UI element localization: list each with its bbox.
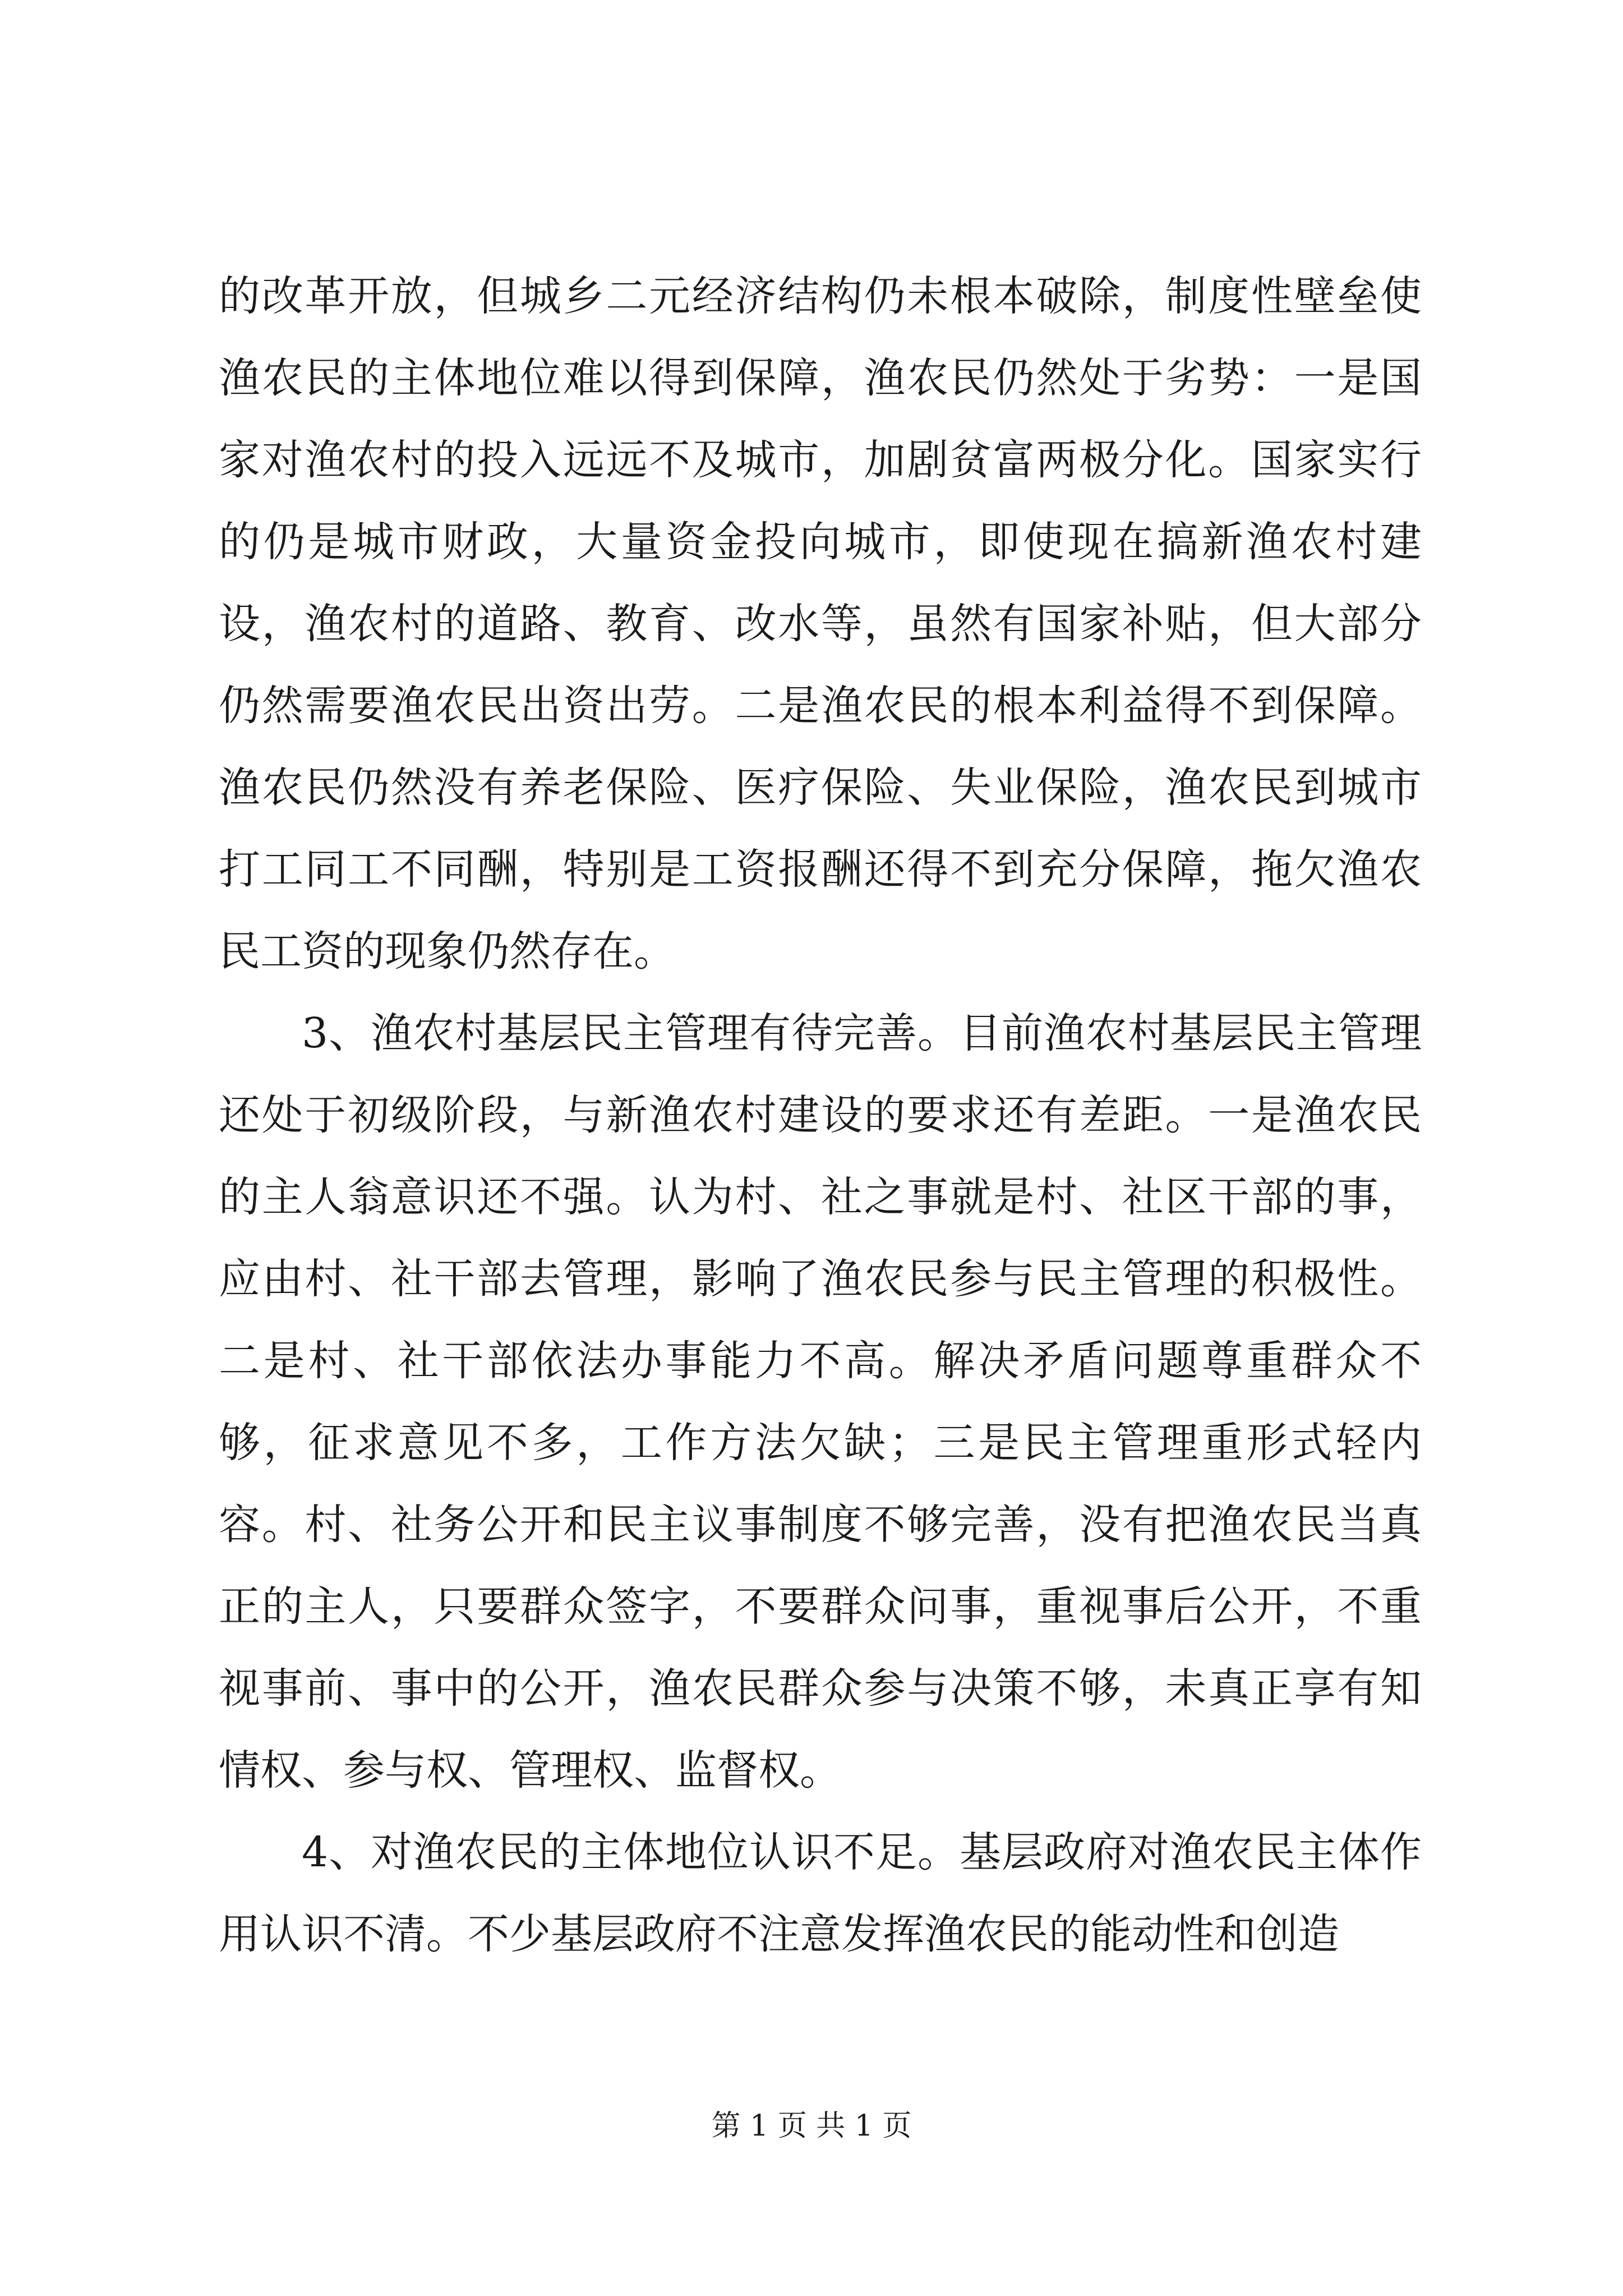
paragraph-continuation: 的改革开放，但城乡二元经济结构仍未根本破除，制度性壁垒使渔农民的主体地位难以得到保障，渔农民仍然处于劣势：一是国家对渔农村的投入远远不及城市，加剧贫富两极分化。国家实行的仍是城市财政，大量资金投向城市，即使现在搞新渔农村建设，渔农村的道路、教育、改水等，虽然有国家补贴，但大部分仍然需要渔农民出资出劳。二是渔农民的根本利益得不到保障。渔农民仍然没有养老保险、医疗保险、失业保险，渔农民到城市打工同工不同酬，特别是工资报酬还得不到充分保障，拖欠渔农民工资的现象仍然存在。 [219, 272, 1422, 976]
paragraph-item-3: 3、渔农村基层民主管理有待完善。目前渔农村基层民主管理还处于初级阶段，与新渔农村建设的要求还有差距。一是渔农民的主人翁意识还不强。认为村、社之事就是村、社区干部的事，应由村、社干部去管理，影响了渔农民参与民主管理的积极性。二是村、社干部依法办事能力不高。解决矛盾问题尊重群众不够，征求意见不多，工作方法欠缺；三是民主管理重形式轻内容。村、社务公开和民主议事制度不够完善，没有把渔农民当真正的主人，只要群众签字，不要群众问事，重视事后公开，不重视事前、事中的公开，渔农民群众参与决策不够，未真正享有知情权、参与权、管理权、监督权。 [219, 1009, 1422, 1795]
page-number-footer: 第 1 页 共 1 页 [711, 2109, 912, 2143]
paragraph-item-4: 4、对渔农民的主体地位认识不足。基层政府对渔农民主体作用认识不清。不少基层政府不注意发挥渔农民的能动性和创造 [219, 1828, 1422, 1958]
document-body [219, 255, 1422, 1975]
